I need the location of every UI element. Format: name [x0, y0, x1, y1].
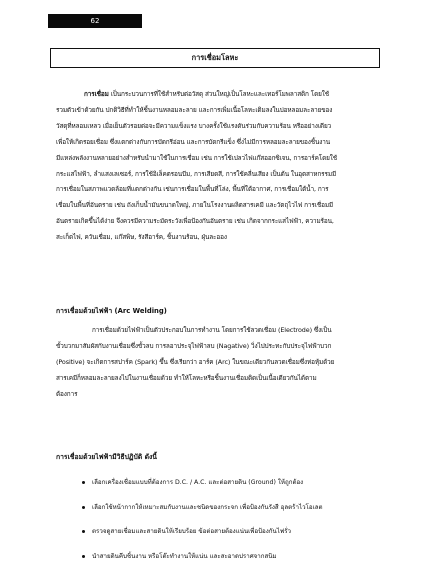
page-title: การเชื่อมโลหะ — [50, 48, 380, 68]
list-item: นำสายดินคีบชิ้นงาน หรือโต๊ะทำงานให้แน่น และสะอาดปราศจากสนิม — [82, 550, 323, 574]
list-item: เลือกใช้หน้ากากให้เหมาะสมกับงานและชนิดของกระจก เพื่อป้องกันรังสี อุลตร้าไวโอเลต — [82, 501, 323, 526]
arc-line-3: (Positive) จะเกิดการสปาร์ค (Spark) ขึ้น ซึ่งเรียกว่า อาร์ค (Arc) ในขณะเดียวกันลวดเชื่อมซึ่งห่อหุ้มด้วย — [56, 357, 335, 366]
intro-paragraph — [56, 87, 337, 246]
intro-line-1 — [56, 87, 337, 103]
intro-line-8: เชื่อมในพื้นที่อันตราย เช่น ถังเก็บน้ำมันขนาดใหญ่, ภายในโรงงานผลิตสารเคมี และวัตถุไวไฟ การเชื่อมมี — [56, 201, 334, 210]
arc-welding-heading: การเชื่อมด้วยไฟฟ้า (Arc Welding) — [56, 307, 167, 315]
arc-line-2: ขั้วบวกมาสัมผัสกับงานเชื่อมซึ่งขั้วลบ การลอาประจุไฟฟ้าลบ (Nagative) วิ่งไปประทะกับประจุไฟฟ้าบวก — [56, 341, 332, 350]
intro-line-1-text: เป็นกระบวนการที่ใช้สำหรับต่อวัสดุ ส่วนใหญ่เป็นโลหะและเทอร์โมพลาสติก โดยใช้ — [108, 90, 330, 98]
intro-line-7: การเชื่อมในสภาพแวดล้อมที่แตกต่างกัน เช่นการเชื่อมในพื้นที่โล่ง, พื้นที่ใต้อากาศ, การเชื่อมใต้น้ำ, การ — [56, 185, 329, 194]
arc-line-5: ต้องการ — [56, 389, 78, 398]
intro-lead-term: การเชื่อม — [84, 90, 109, 98]
intro-line-6: กระแสไฟฟ้า, ลำแสงเลเซอร์, การใช้อิเล็คตรอนบีม, การเสียดสี, การใช้คลื่นเสียง เป็นต้น ในอุตสาหกรรมมี — [56, 169, 337, 178]
practice-list — [82, 476, 323, 574]
intro-line-9: อันตรายเกิดขึ้นได้ง่าย จึงควรมีความระมัดระวังเพื่อป้องกันอันตราย เช่น เกิดจากกระแสไฟฟ้า, ความร้อน, — [56, 217, 334, 226]
intro-line-2: รวมตัวเข้าด้วยกัน ปกติวิธีที่ทำให้ชิ้นงานหลอมละลาย และการเพิ่มเนื้อโลหะเติมลงในบ่อหลอมละลายของ — [56, 105, 333, 114]
intro-line-5: มีแหล่งพลังงานหลายอย่างสำหรับนำมาใช้ในการเชื่อม เช่น การใช้เปลวไฟแก๊สออกซิเจน, การอาร์คโดยใช้ — [56, 153, 338, 162]
intro-line-10: สะเก็ดไฟ, ควันเชื่อม, แก๊สพิษ, รังสีอาร์ค, ชิ้นงานร้อน, ฝุ่นละออง — [56, 233, 227, 242]
page-number: 62 — [48, 14, 142, 28]
intro-line-4: เพื่อให้เกิดรอยเชื่อม ซึ่งแตกต่างกับการบัดกรีอ่อน และการบัดกรีแข็ง ซึ่งไม่มีการหลอมละลายของชิ้นงาน — [56, 137, 331, 146]
arc-welding-paragraph — [56, 323, 334, 403]
list-item: เลือกเครื่องเชื่อมแบบที่ต้องการ D.C. / A.C. และต่อสายดิน (Ground) ให้ถูกต้อง — [82, 476, 323, 501]
intro-line-3: วัสดุที่หลอมเหลว เมื่อเย็นตัวรอยต่อจะมีความแข็งแรง บางครั้งใช้แรงดันร่วมกับความร้อน หรืออย่างเดียว — [56, 121, 332, 130]
arc-line-4: สารเคมีก็หลอมละลายลงไปในงานเชื่อมด้วย ทำให้โลหะหรือชิ้นงานเชื่อมติดเป็นเนื้อเดียวกันได้ตาม — [56, 373, 317, 382]
list-item: ตรวจดูสายเชื่อมและสายดินให้เรียบร้อย ข้อต่อสายต้องแน่นเพื่อป้องกันไฟรั่ว — [82, 525, 323, 550]
arc-line-1: การเชื่อมด้วยไฟฟ้าเป็นตัวประกอบในการทำงาน โดยการใช้ลวดเชื่อม (Electrode) ซึ่งเป็น — [92, 326, 332, 334]
practice-heading: การเชื่อมด้วยไฟฟ้ามีวิธีปฏิบัติ ดังนี้ — [56, 453, 157, 461]
